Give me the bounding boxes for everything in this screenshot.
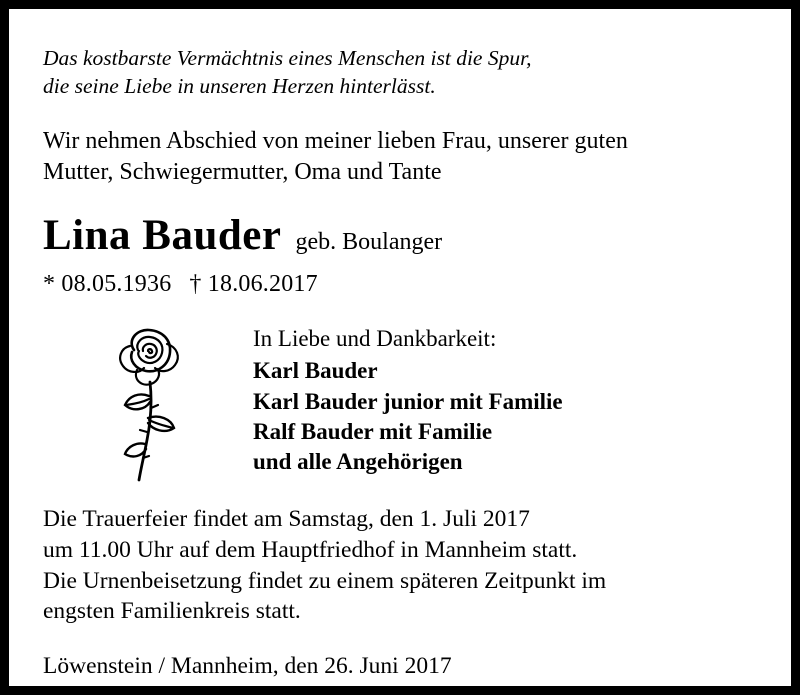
deceased-name: Lina Bauder [43,212,282,260]
rose-icon [103,320,213,485]
funeral-arrangements-line-2: um 11.00 Uhr auf dem Hauptfriedhof in Mannheim statt. [43,536,578,563]
announcement-intro [43,126,757,188]
birth-date: * 08.05.1936 [43,271,172,298]
deceased-maiden-name: geb. Boulanger [295,229,443,256]
funeral-arrangements [43,504,757,626]
announcement-intro-line-2: Mutter, Schwiegermutter, Oma und Tante [43,159,442,186]
memorial-verse-line-1: Das kostbarste Vermächtnis eines Menschen ist die Spur, [43,46,532,70]
memorial-verse-line-2: die seine Liebe in unseren Herzen hinterlässt. [43,73,436,98]
funeral-arrangements-line-1: Die Trauerfeier findet am Samstag, den 1. Juli 2017 [43,506,530,533]
announcement-intro-line-1: Wir nehmen Abschied von meiner lieben Frau, unserer guten [43,128,628,155]
funeral-arrangements-line-4: engsten Familienkreis statt. [43,598,301,625]
funeral-arrangements-line-3: Die Urnenbeisetzung findet zu einem späteren Zeitpunkt im [43,567,607,594]
death-date: † 18.06.2017 [189,271,318,298]
life-dates [43,271,757,298]
memorial-verse [43,45,757,100]
family-member: Karl Bauder junior mit Familie [253,388,563,414]
rose-ornament [43,320,253,490]
family-list [253,320,563,477]
family-member: Karl Bauder [253,358,378,384]
family-member: Ralf Bauder mit Familie [253,419,493,445]
place-and-date: Löwenstein / Mannheim, den 26. Juni 2017 [43,652,452,679]
deceased-name-line [43,212,757,260]
family-member: und alle Angehörigen [253,449,463,475]
family-lead: In Liebe und Dankbarkeit: [253,326,497,352]
family-section [43,320,757,490]
